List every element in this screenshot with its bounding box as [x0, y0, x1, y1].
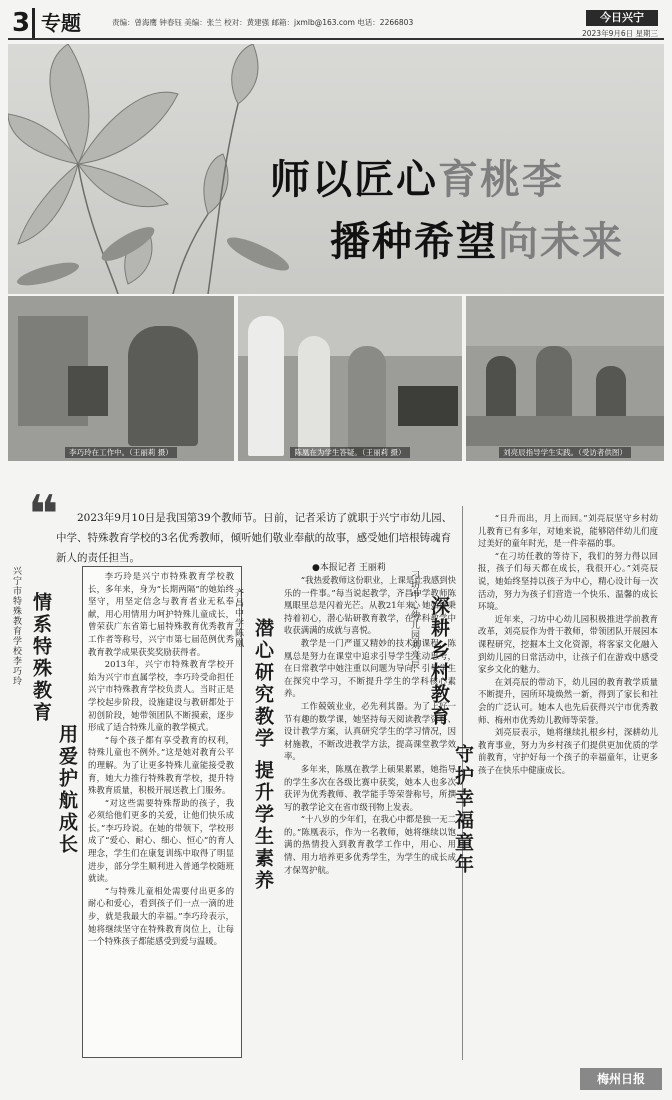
- article-1-paragraph: “每个孩子都有享受教育的权利，特殊儿童也不例外。”这是她对教育公平的理解。为了让更多特殊儿童能接受教育，她大力推行特殊教育学校，提升特殊教育质量，积极开展送教上门服务。: [88, 734, 234, 796]
- editor-credits: 责编：曾海鹰 钟春钰 美编：张兰 校对：黄建强 邮箱：jxmlb@163.com 电话：2266803: [112, 18, 414, 27]
- article-1-paragraph: 2013年，兴宁市特殊教育学校开始为兴宁市直属学校，李巧玲受命担任兴宁市特殊教育学校负责人。当时正是学校起步阶段，设施建设与教研都处于初创阶段，她带领团队不断摸索，逐步形成了适合特殊儿童的教学模式。: [88, 659, 234, 733]
- article-3-body: [478, 512, 658, 1058]
- article-3-headline-1: 深耕乡村教育: [428, 596, 450, 728]
- article-3-headline-2: 守护幸福童年: [452, 744, 474, 876]
- issue-date: 2023年9月6日 星期三: [581, 29, 658, 38]
- article-1-body: [88, 570, 234, 1052]
- article-1-subtitle: 兴宁市特殊教育学校李巧玲: [11, 566, 21, 686]
- headline-line-2-part-a: 播种希望: [330, 219, 498, 265]
- article-2-paragraph: 多年来，陈凰在教学上硕果累累，她指导的学生多次在各级比赛中获奖，她本人也多次获评为优秀教师、教学能手等荣誉称号，所撰写的教学论文在省市级刊物上发表。: [284, 763, 456, 812]
- article-3-paragraph: 刘亮辰表示，她将继续扎根乡村，深耕幼儿教育事业，努力为乡村孩子们提供更加优质的学前教育，守护好每一个孩子的幸福童年，让更多孩子在快乐中健康成长。: [478, 727, 658, 775]
- article-1-paragraph: “与特殊儿童相处需要付出更多的耐心和爱心，看到孩子们一点一滴的进步，就是我最大的幸福。”李巧玲表示，她将继续坚守在特殊教育岗位上，让每一个特殊孩子都能感受到爱与温暖。: [88, 885, 234, 947]
- photo-caption-3: 刘亮辰指导学生实践。（受访者供图）: [499, 447, 631, 458]
- photo-li-qiaoling: [8, 296, 234, 461]
- article-1-headline-2: 用爱护航成长: [56, 724, 78, 856]
- article-2-paragraph: “我热爱教师这份职业，上课是让我感到快乐的一件事。”每当说起教学，齐昌中学教师陈凰眼里总是闪着光芒。从教21年来，她始终秉持着初心，潜心钻研教育教学，在学科教学中收获满满的成就与喜悦。: [284, 575, 456, 636]
- article-2-headline-2: 提升学生素养: [252, 760, 274, 892]
- masthead-brand: 今日兴宁: [586, 10, 658, 26]
- headline-line-1-part-b: 育桃李: [438, 157, 564, 203]
- article-3-paragraph: 近年来，刁坊中心幼儿园积极推进学前教育改革，刘亮辰作为骨干教师，带领团队开展园本课程研究，挖掘本土文化资源，将客家文化融入到幼儿园的日常活动中，让孩子们在游戏中感受家乡文化的魅力。: [478, 613, 658, 675]
- photo-caption-1: 李巧玲在工作中。（王丽莉 摄）: [65, 447, 177, 458]
- newspaper-logo: 梅州日报: [580, 1068, 662, 1090]
- quote-mark-icon: ❝: [28, 485, 59, 545]
- article-3-paragraph: “日升而出，月上而回。”刘亮辰坚守乡村幼儿教育已有多年，对她来说，能够陪伴幼儿们度过美好的童年时光，是一件幸福的事。: [478, 513, 658, 549]
- photo-strip: [8, 296, 664, 461]
- article-1-paragraph: 李巧玲是兴宁市特殊教育学校教长，多年来，身为“长期两隔”的她始终坚守，用坚定信念与教育者业无私奉献，用心用情用力呵护特殊儿童成长，曾荣获广东省第七届特殊教育优秀教育工作者等称号，兴宁市第七届范例优秀教育教学成果获奖奖励获得者。: [88, 571, 234, 657]
- page-header: [8, 8, 664, 40]
- article-3-paragraph: “在刁坊任教的等待下，我们的努力得以回报，孩子们每天都在成长，我很开心。”刘亮辰说，她始终坚持以孩子为中心，精心设计每一次活动，努力为孩子们营造一个快乐、温馨的成长环境。: [478, 550, 658, 612]
- photo-chen-huang: [238, 296, 462, 461]
- article-1-headline-1: 情系特殊教育: [30, 592, 52, 724]
- article-2-headline-1: 潜心研究教学: [252, 618, 274, 750]
- section-title: 专题: [32, 8, 81, 38]
- article-2-paragraph: 工作兢兢业业，必先利其器。为了上好一节有趣的数学课，她坚持每天阅读教学资料、设计教学方案，认真研究学生的学习情况，因材施教，不断改进教学方法，提高课堂教学效率。: [284, 700, 456, 762]
- headline-line-2-part-b: 向未来: [498, 219, 624, 265]
- headline-line-2: [330, 210, 624, 267]
- article-2-paragraph: “十八岁的少年们，在我心中都是独一无二的。”陈凰表示，作为一名教师，她将继续以饱满的热情投入到教育教学工作中，用心、用情、用力培养更多优秀学生，为学生的成长成才保驾护航。: [284, 814, 456, 875]
- page-number: 3: [12, 8, 31, 38]
- photo-liu-liangchen: [466, 296, 664, 461]
- headline-line-1: [270, 148, 564, 205]
- article-3-subtitle: 刁坊中心幼儿园刘亮辰: [409, 570, 419, 670]
- article-2-paragraph: 教学是一门严谨又精妙的技术的课程，陈凰总是努力在课堂中追求引导学生主动思考，在日常教学中她注重以问题为导向，引导学生在探究中学习，不断提升学生的学科核心素养。: [284, 637, 456, 699]
- intro-paragraph: 2023年9月10日是我国第39个教师节。日前，记者采访了就职于兴宁市幼儿园、中学、特殊教育学校的3名优秀教师，倾听她们敬业奉献的故事，感受她们培根铸魂育新人的责任担当。: [56, 512, 453, 564]
- photo-caption-2: 陈凰在为学生答疑。（王丽莉 摄）: [290, 447, 409, 458]
- article-1-paragraph: “对这些需要特殊帮助的孩子，我必须给他们更多的关爱，让他们快乐成长。”李巧玲说。在她的带领下，学校形成了“爱心、耐心、细心、恒心”的育人理念，学生们在康复训练中取得了明显进步，部分学生顺利进入普通学校随班就读。: [88, 797, 234, 884]
- hero-banner: [8, 44, 664, 294]
- article-2-subtitle: 齐昌中学陈凰: [233, 588, 243, 648]
- article-3-paragraph: 在刘亮辰的带动下，幼儿园的教育教学质量不断提升，园所环境焕然一新，得到了家长和社会的广泛认可。她本人也先后获得兴宁市优秀教师、梅州市优秀幼儿教师等荣誉。: [478, 676, 658, 725]
- headline-line-1-part-a: 师以匠心: [270, 157, 438, 203]
- reporter-byline: ●本报记者 王丽莉: [312, 563, 386, 573]
